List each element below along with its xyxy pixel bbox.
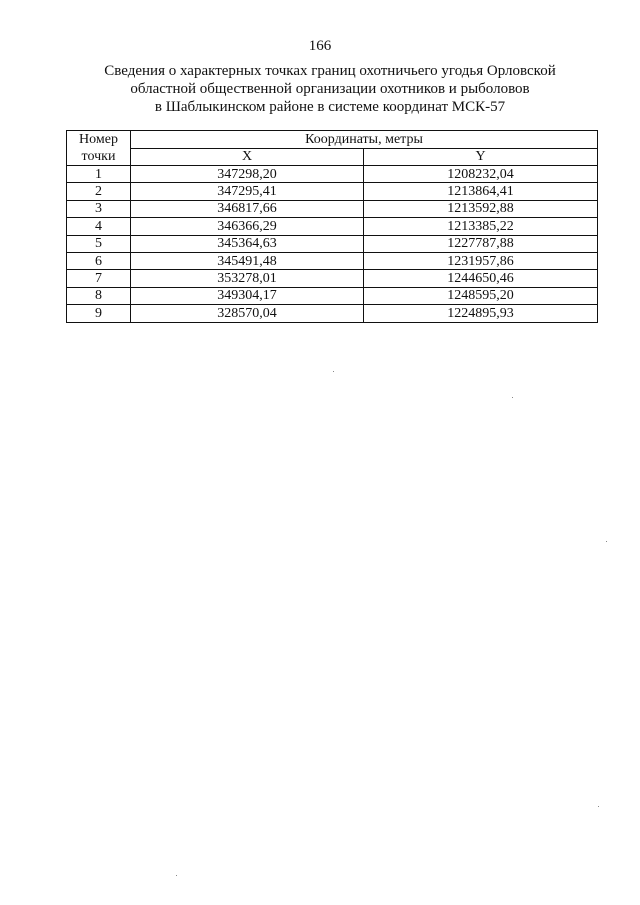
title-line-2: областной общественной организации охотников и рыболовов [130, 81, 530, 97]
table-row [67, 270, 598, 287]
cell-y: 1213864,41 [364, 183, 598, 200]
scan-speck [176, 875, 177, 876]
cell-x: 349304,17 [131, 287, 364, 304]
cell-y: 1224895,93 [364, 305, 598, 322]
table-row [67, 252, 598, 269]
cell-point-number: 1 [67, 166, 131, 183]
scan-speck [598, 806, 599, 807]
cell-y: 1213385,22 [364, 218, 598, 235]
table-row [67, 200, 598, 217]
table-row [67, 305, 598, 322]
cell-point-number: 6 [67, 252, 131, 269]
page-number: 166 [308, 38, 332, 54]
header-coordinates: Координаты, метры [131, 131, 598, 149]
header-x: X [131, 148, 364, 166]
cell-y: 1227787,88 [364, 235, 598, 252]
cell-point-number: 4 [67, 218, 131, 235]
cell-x: 347295,41 [131, 183, 364, 200]
scan-speck [606, 541, 607, 542]
cell-point-number: 3 [67, 200, 131, 217]
cell-x: 345491,48 [131, 252, 364, 269]
cell-y: 1244650,46 [364, 270, 598, 287]
cell-point-number: 9 [67, 305, 131, 322]
cell-x: 347298,20 [131, 166, 364, 183]
coordinates-table [66, 130, 598, 323]
header-point-number-line2: точки [81, 149, 116, 164]
table-row [67, 235, 598, 252]
cell-y: 1248595,20 [364, 287, 598, 304]
table-row [67, 183, 598, 200]
document-title [60, 62, 600, 116]
cell-y: 1231957,86 [364, 252, 598, 269]
cell-point-number: 2 [67, 183, 131, 200]
cell-point-number: 5 [67, 235, 131, 252]
scan-speck [512, 397, 513, 398]
scan-speck [333, 371, 334, 372]
table-row [67, 287, 598, 304]
cell-y: 1208232,04 [364, 166, 598, 183]
table-row [67, 218, 598, 235]
cell-x: 346817,66 [131, 200, 364, 217]
table-row [67, 166, 598, 183]
cell-x: 345364,63 [131, 235, 364, 252]
header-point-number [67, 131, 131, 166]
cell-y: 1213592,88 [364, 200, 598, 217]
cell-point-number: 8 [67, 287, 131, 304]
title-line-3: в Шаблыкинском районе в системе координат МСК-57 [154, 99, 506, 115]
cell-point-number: 7 [67, 270, 131, 287]
cell-x: 328570,04 [131, 305, 364, 322]
cell-x: 353278,01 [131, 270, 364, 287]
title-line-1: Сведения о характерных точках границ охотничьего угодья Орловской [104, 63, 556, 79]
header-y: Y [364, 148, 598, 166]
cell-x: 346366,29 [131, 218, 364, 235]
header-point-number-line1: Номер [79, 132, 118, 147]
